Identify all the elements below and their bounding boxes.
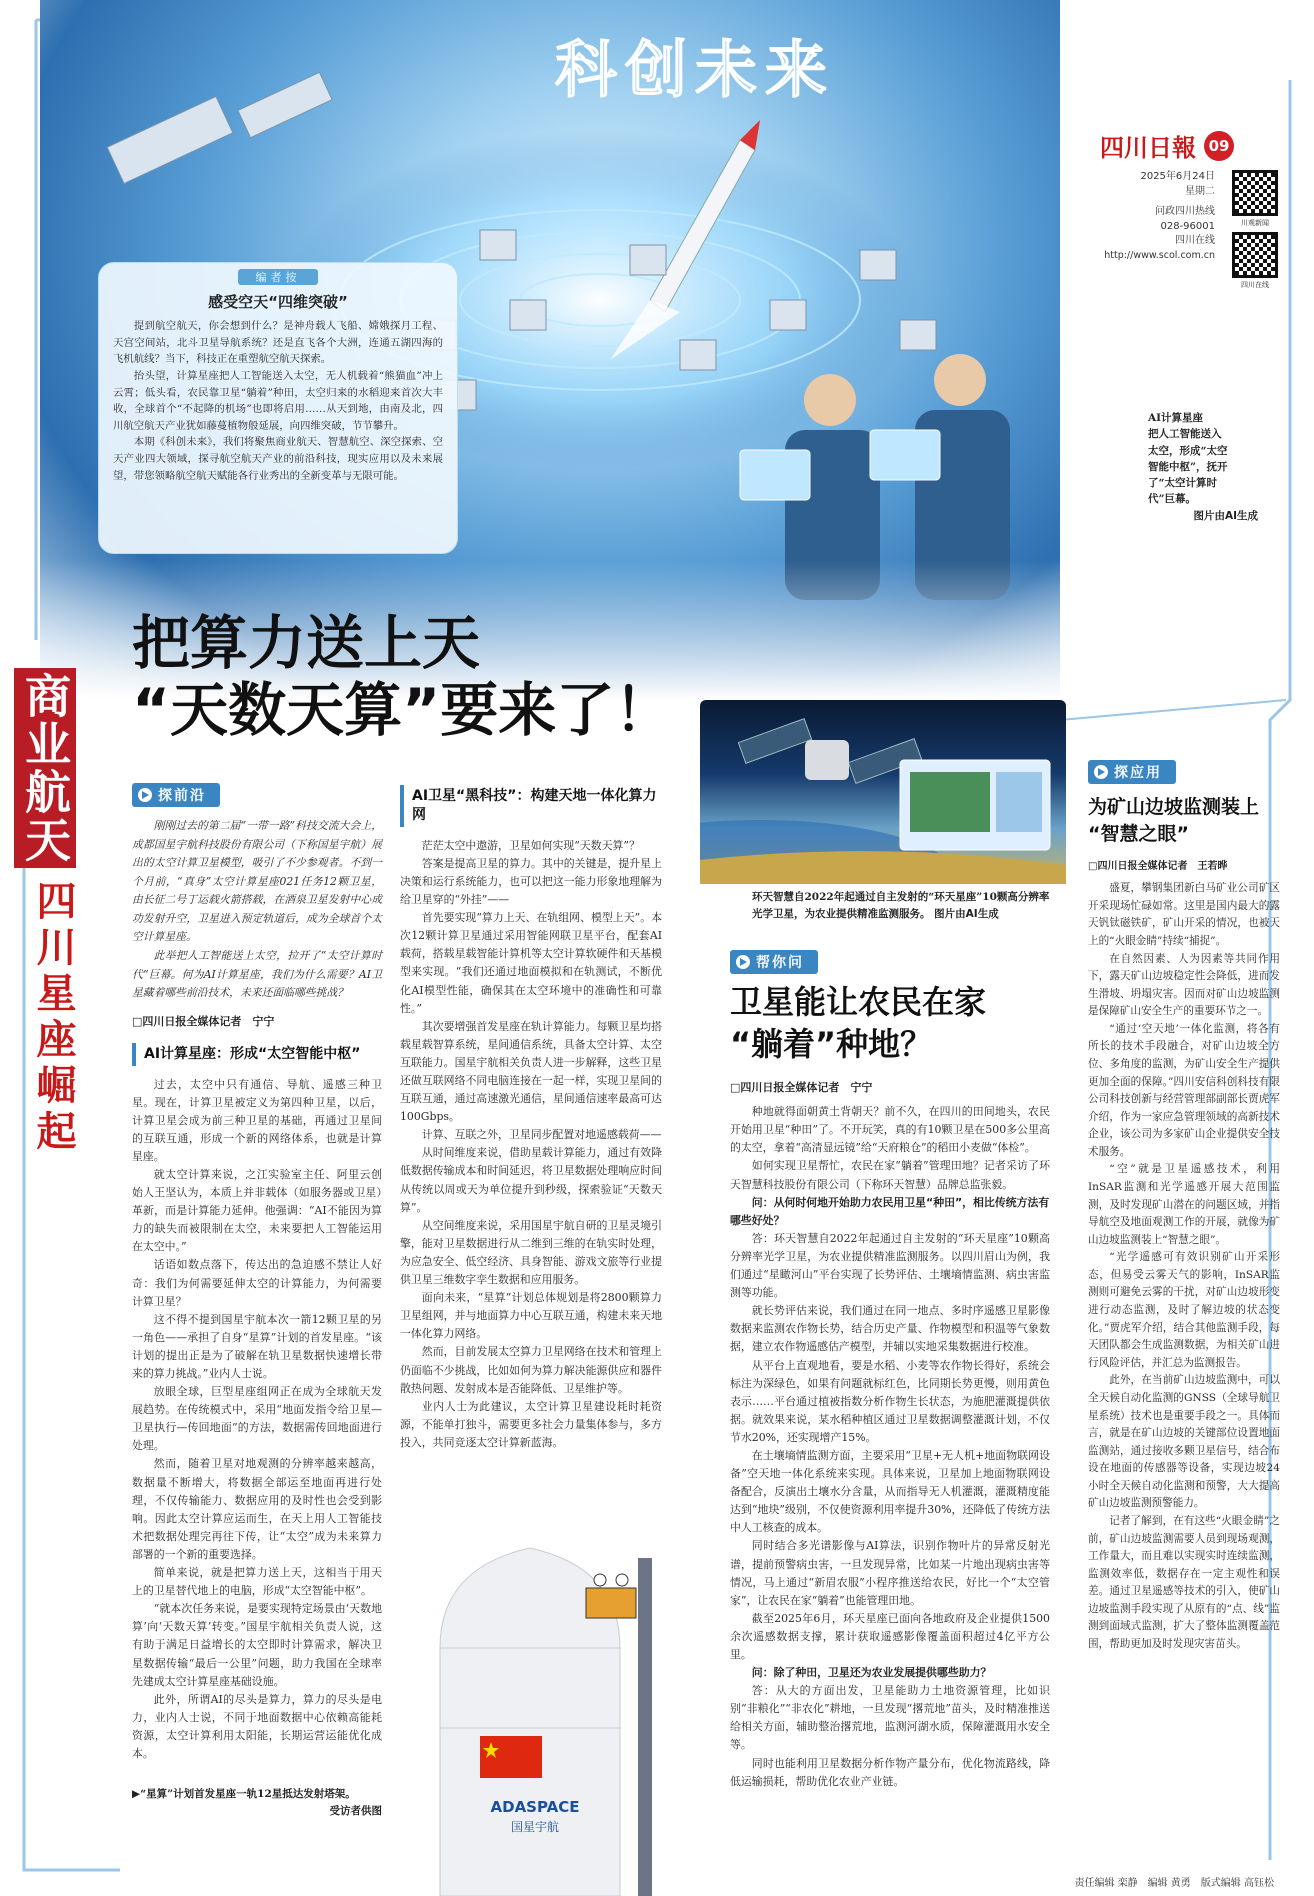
hero-caption [1148, 410, 1258, 524]
story1-para: 从空间维度来说，采用国星宇航自研的卫星灵境引擎，能对卫星数据进行从二维到三维的在轨实时处理，为应急安全、低空经济、具身智能、游戏文旅等行业提供卫星三维数字孪生数据和应用服务。 [400, 1218, 662, 1287]
satellite-farm-photo [700, 700, 1066, 884]
rocket-brand: ADASPACE [490, 1798, 580, 1816]
national-flag [480, 1736, 542, 1778]
hero-caption-line: 代”巨幕。 [1148, 493, 1197, 506]
site-url: http://www.scol.com.cn [1104, 249, 1215, 261]
hotline-number: 028-96001 [1160, 220, 1215, 232]
masthead [1100, 128, 1290, 163]
side-title-top-text: 商业航天 [18, 672, 72, 864]
story1-para: 话语如数点落下，传达出的急迫感不禁让人好奇：我们为何需要延伸太空的计算能力，为何需要计算卫星？ [132, 1258, 382, 1308]
side-title-bottom [28, 880, 78, 1156]
issue-date: 2025年6月24日 [1140, 171, 1215, 182]
qr-code-1[interactable] [1232, 170, 1278, 216]
main-headline [132, 610, 672, 743]
story2-title-line-1: 卫星能让农民在家 [730, 983, 987, 1021]
qr-caption-1: 川观新闻 [1241, 219, 1269, 227]
story2-title [730, 982, 1050, 1065]
story3-title-line-1: 为矿山边坡监测装上 [1088, 796, 1260, 818]
story1-para: 面向未来，“星算”计划总体规划是将2800颗算力卫星组网，并与地面算力中心互联互通，构建未来天地一体化算力网络。 [400, 1291, 662, 1341]
story1-para: 然而，目前发展太空算力卫星网络在技术和管理上仍面临不少挑战，比如如何为算力解决能源供应和器件散热问题、发射成本是否能降低、卫星维护等。 [400, 1345, 662, 1395]
story1-byline: □四川日报全媒体记者 宁宁 [132, 1014, 275, 1028]
story3-para: “光学遥感可有效识别矿山开采形态，但易受云雾天气的影响，InSAR监测则可避免云雾的干扰，对矿山边坡形变进行动态监测，及时了解边坡的状态变化。”贾虎军介绍，结合其他监测手段，每天团队都会生成监测数据，为相关矿山进行风险评估，并汇总为监测报告。 [1088, 1251, 1280, 1369]
story2-question-2: 问：除了种田，卫星还为农业发展提供哪些助力？ [751, 1666, 992, 1680]
story3-para: 此外，在当前矿山边坡监测中，可以全天候自动化监测的GNSS（全球导航卫星系统）技术也是重要手段之一。具体而言，就是在矿山边坡的关键部位设置地面监测站，通过接收多颗卫星信号，结合布设在地面的传感器等设备，实现边坡24小时全天候自动化监测和预警，大大提高矿山边坡监测预警能力。 [1088, 1374, 1280, 1510]
story1-para: 过去，太空中只有通信、导航、遥感三种卫星。现在，计算卫星被定义为第四种卫星，以后，计算卫星会成为前三种卫星的基础，再通过卫星间的互联互通，形成一个新的网络体系，也就是计算星座。 [132, 1077, 382, 1163]
tag-frontier-label: 探前沿 [158, 788, 206, 804]
story2-question-1: 问：从何时何地开始助力农民用卫星“种田”，相比传统方法有哪些好处？ [730, 1195, 1050, 1227]
tag-frontier [132, 783, 220, 807]
tag-application [1088, 760, 1176, 784]
tag-application-label: 探应用 [1114, 765, 1162, 781]
story2 [730, 950, 1050, 1791]
satellite-photo-caption [752, 889, 1052, 923]
story1-para: 其次要增强首发星座在轨计算能力。每颗卫星均搭载星载智算系统，星间通信系统，具备太空计算、太空互联能力。国星宇航相关负责人进一步解释，这些卫星还做互联网络不同电脑连接在一起一样，实现卫星间的互联互通，通过高速激光通信，星间通信速率最高可达100Gbps。 [400, 1019, 662, 1124]
site-label: 四川在线 [1175, 235, 1215, 246]
story1-lead: 刚刚过去的第二届“一带一路”科技交流大会上，成都国星宇航科技股份有限公司（下称国星宇航）展出的太空计算卫星模型，吸引了不少参观者。不到一个月前，“真身”太空计算星座021任务12颗卫星，由长征二号丁运载火箭搭载，在酒泉卫星发射中心成功发射升空，卫星进入预定轨道后，成为全球首个太空计算星座。 [132, 819, 382, 944]
story3-para: “通过‘空天地’一体化监测，将各有所长的技术手段融合，对矿山边坡全方位、多角度的监测，为矿山安全生产提供更加全面的保障。”四川安信科创科技有限公司科技创新与经营管理部副部长贾虎军介绍，作为一家应急管理领域的高新技术企业，该公司为多家矿山企业提供安全技术服务。 [1088, 1022, 1280, 1158]
story1-para: 此外，所谓AI的尽头是算力，算力的尽头是电力，业内人士说，不同于地面数据中心依赖高能耗资源，太空计算利用太阳能，长期运营运能优化成本。 [132, 1692, 382, 1760]
rocket-caption-credit: 受访者供图 [329, 1804, 382, 1817]
story1-para: 这不得不提到国星宇航本次一箭12颗卫星的另一角色——承担了自身“星算”计划的首发星座。“该计划的提出正是为了破解在轨卫星数据快速增长带来的算力挑战。”业内人士说。 [132, 1312, 382, 1381]
story3-para: 盛夏，攀钢集团新白马矿业公司矿区开采现场忙碌如常。这里是国内最大的露天钒钛磁铁矿，矿山开采的情况，也被天上的“火眼金睛”持续“捕捉”。 [1088, 882, 1280, 947]
hotline-label: 问政四川热线 [1155, 206, 1215, 217]
side-title-top [14, 668, 76, 868]
qr-code-2[interactable] [1232, 232, 1278, 278]
column-title: 科创未来 [555, 33, 836, 106]
story3-title-line-2: “智慧之眼” [1088, 822, 1189, 845]
editor-note-para: 本期《科创未来》，我们将聚焦商业航天、智慧航空、深空探索、空天产业四大领域，探寻航空航天产业的前沿科技，现实应用以及未来展望，带您领略航空航天赋能各行业秀出的全新变革与无限可能。 [113, 436, 443, 482]
editor-note-para: 提到航空航天，你会想到什么？是神舟载人飞船、嫦娥探月工程、天宫空间站，北斗卫星导航系统？还是直飞各个大洲，连通五湖四海的飞机航线？当下，科技正在重塑航空航天探索。 [113, 320, 443, 366]
hero-caption-line: AI计算星座 [1148, 412, 1204, 424]
issue-weekday: 星期二 [1185, 185, 1215, 197]
story1-col-a [132, 783, 382, 1763]
hero-caption-credit: 图片由AI生成 [1193, 509, 1258, 522]
story2-para: 种地就得面朝黄土背朝天？前不久，在四川的田间地头，农民开始用卫星“种田”了。不开玩笑，真的有10颗卫星在500多公里高的太空，拿着“高清显远镜”给“天府粮仓”的稻田小麦做“体检”。 [730, 1105, 1050, 1155]
hero-caption-line: 把人工智能送入 [1148, 428, 1222, 441]
rocket-photo-caption [132, 1786, 382, 1820]
footer-credits: 责任编辑 栾静 编辑 黄勇 版式编辑 高钰松 [1074, 1878, 1274, 1889]
story1-para: 从时间维度来说，借助星载计算能力，通过有效降低数据传输成本和时间延迟，将卫星数据处理响应时间从传统以周或天为单位提升到秒级，探索验证“天数天算”。 [400, 1146, 662, 1214]
story1-para: 放眼全球，巨型星座组网正在成为全球航天发展趋势。在传统模式中，采用“地面发指令给卫星—卫星执行—传回地面”的方法，数据需传回地面进行处理。 [132, 1385, 382, 1453]
satellite-farm-scene [700, 700, 1066, 884]
story1-para: 简单来说，就是把算力送上天，这相当于用天上的卫星替代地上的电脑，形成“太空智能中枢”。 [132, 1566, 382, 1598]
story1-lead: 此举把人工智能送上太空，拉开了“太空计算时代”巨幕。何为AI计算星座，我们为什么需要？AI卫星藏着哪些前沿技术，未来还面临哪些挑战？ [132, 948, 382, 1000]
satellite-caption-credit: 图片由AI生成 [934, 907, 999, 920]
editor-note-title: 感受空天“四维突破” [208, 293, 348, 311]
rocket-photo [400, 1528, 700, 1896]
masthead-info [1095, 170, 1215, 262]
story2-para: 如何实现卫星帮忙，农民在家“躺着”管理田地？记者采访了环天智慧科技股份有限公司（下称环天智慧）品牌总监张毅。 [730, 1159, 1050, 1191]
story2-answer: 答：从大的方面出发，卫星能助力土地资源管理，比如识别“非粮化”“非农化”耕地，一旦发现“撂荒地”苗头，及时精准推送给相关方面，辅助整治撂荒地，监测河湖水质，保障灌溉用水安全等。 [730, 1684, 1050, 1752]
story1-para: “就本次任务来说，是要实现特定场景由‘天数地算’向‘天数天算’转变。”国星宇航相关负责人说，这有助于满足日益增长的太空即时计算需求，解决卫星数据传输“最后一公里”问题，助力我国在全球率先建成太空计算星座基础设施。 [132, 1602, 382, 1688]
qr-caption-2: 四川在线 [1241, 281, 1269, 289]
page-number: 09 [1204, 131, 1234, 161]
story1-para: 然而，随着卫星对地观测的分辨率越来越高，数据量不断增大，将数据全部运至地面再进行处理，不仅传输能力、数据应用的及时性也会受到影响。因此太空计算应运而生，在天上用人工智能技术把数据处理完再往下传，让“太空”成为未来算力部署的一个新的重要选择。 [132, 1457, 382, 1561]
story1-para: 就太空计算来说，之江实验室主任、阿里云创始人王坚认为，本质上并非载体（如服务器或卫星）革新，而是计算能力延伸。他强调：“AI不能因为算力的缺失而被限制在太空，未来要把人工智能运用在太空中。” [132, 1167, 382, 1254]
story1-para: 业内人士为此建议，太空计算卫星建设耗时耗资源，不能单打独斗，需要更多社会力量集体参与，多方投入，共同竞逐太空计算新蓝海。 [400, 1399, 662, 1449]
tag-ask [730, 950, 818, 974]
paper-name: 四川日報 [1100, 133, 1196, 162]
story1-col-b [400, 773, 662, 1452]
rocket-caption-text: ▶“星算”计划首发星座一轨12星抵达发射塔架。 [132, 1788, 356, 1800]
story3 [1088, 760, 1280, 1654]
side-title-bottom-text: 四川星座崛起 [30, 880, 76, 1156]
headline-line-2: “天数天算”要来了！ [132, 675, 673, 744]
story2-answer: 答：环天智慧自2022年起通过自主发射的“环天星座”10颗高分辨率光学卫星，为农业提供精准监测服务。以四川眉山为例，我们通过“星瞰河山”平台实现了长势评估、土壤墒情监测、病虫害监测等功能。 [730, 1231, 1050, 1300]
headline-line-1: 把算力送上天 [132, 609, 481, 677]
hero-caption-line: 了“太空计算时 [1148, 477, 1218, 490]
story1-subhead-1: AI计算星座：形成“太空智能中枢” [132, 1043, 382, 1066]
story2-answer: 同时结合多光谱影像与AI算法，识别作物叶片的异常反射光谱，提前预警病虫害，一旦发现异常，比如某一片地出现病虫害等情况，马上通过“新眉农服”小程序推送给农民，好比一个“太空管家”，让农民在家“躺着”也能管理田地。 [730, 1539, 1050, 1607]
play-icon [138, 788, 152, 802]
story2-byline: □四川日报全媒体记者 宁宁 [730, 1081, 873, 1095]
play-icon [736, 955, 750, 969]
story2-answer: 就长势评估来说，我们通过在同一地点、多时序遥感卫星影像数据来监测农作物长势，结合历史产量、作物模型和积温等气象数据，建立农作物遥感估产模型，并辅以实地采集数据进行校准。 [730, 1304, 1050, 1354]
story2-answer: 截至2025年6月，环天星座已面向各地政府及企业提供1500余次遥感数据支撑，累计获取遥感影像覆盖面积超过4亿平方公里。 [730, 1611, 1050, 1661]
hero-caption-line: 智能中枢”，抚开 [1148, 460, 1228, 473]
story1-para: 首先要实现“算力上天、在轨组网、模型上天”。本次12颗计算卫星通过采用智能网联卫星平台，配套AI载荷，搭载星载智能计算机等太空计算软硬件和天基模型来实现。“我们还通过地面模拟和在轨测试，不断优化AI模型性能，确保其在太空环境中的准确性和可靠性。” [400, 911, 662, 1015]
story1-para: 答案是提高卫星的算力。其中的关键是，提升星上决策和运行系统能力，也可以把这一能力形象地理解为给卫星穿的“外挂”—— [400, 856, 662, 907]
story3-title [1088, 794, 1280, 847]
story2-answer: 同时也能利用卫星数据分析作物产量分布，优化物流路线，降低运输损耗，帮助优化农业产业链。 [730, 1756, 1050, 1788]
satellite-caption-text: 环天智慧自2022年起通过自主发射的“环天星座”10颗高分辨率光学卫星，为农业提供精准监测服务。 [752, 891, 1050, 920]
hero-caption-line: 太空，形成“太空 [1148, 444, 1228, 457]
story3-byline: □四川日报全媒体记者 王若晔 [1088, 861, 1228, 873]
rocket-photo-scene [400, 1528, 700, 1896]
story3-para: 记者了解到，在有这些“火眼金睛”之前，矿山边坡监测需要人员到现场观测，工作量大，而且难以实现实时连续监测，监测效率低，数据存在一定主观性和误差。通过卫星遥感等技术的引入，使矿山边坡监测手段实现了从原有的“点、线”监测到面域式监测，扩大了整体监测覆盖范围，帮助更加及时发现灾害苗头。 [1088, 1515, 1280, 1651]
tag-ask-label: 帮你问 [756, 955, 804, 971]
story1-para: 茫茫太空中遨游，卫星如何实现“天数天算”？ [421, 838, 640, 852]
story1-subhead-2: AI卫星“黑科技”：构建天地一体化算力网 [400, 785, 662, 827]
editor-note [98, 262, 458, 554]
story2-answer: 在土壤墒情监测方面，主要采用“卫星+无人机+地面物联网设备”空天地一体化系统来实现。具体来说，卫星加上地面物联网设备配合，反演出土壤水分含量，从而指导无人机灌溉，灌溉精度能达到“地块”级别，不仅使资源利用率提升30%，还降低了传统方法中人工核查的成本。 [730, 1448, 1050, 1535]
play-icon [1094, 765, 1108, 779]
editor-note-para: 抬头望，计算星座把人工智能送入太空，无人机载着“熊猫血”冲上云霄；低头看，农民靠卫星“躺着”种田，太空归来的水稻迎来首次大丰收，全球首个“不起降的机场”也即将启用……从天到地，由南及北，四川航空航天产业犹如藤蔓植物般延展，向四维突破，节节攀升。 [113, 369, 443, 432]
story3-para: 在自然因素、人为因素等共同作用下，露天矿山边坡稳定性会降低，进而发生滑坡、坍塌灾害。因而对矿山边坡监测是保障矿山安全生产的重要环节之一。 [1088, 952, 1280, 1018]
story3-para: “空”就是卫星遥感技术，利用InSAR监测和光学遥感开展大范围监测，及时发现矿山潜在的问题区域，并指导航空及地面观测工作的开展，就像为矿山边坡监测装上“智慧之眼”。 [1088, 1163, 1280, 1246]
story1-para: 计算、互联之外，卫星同步配置对地遥感载荷—— [421, 1128, 662, 1142]
story2-answer: 从平台上直观地看，要是水稻、小麦等农作物长得好，系统会标注为深绿色，如果有问题就标红色，比同期长势更慢，则用黄色表示……平台通过植被指数分析作物生长状态，为施肥灌溉提供依据。就效果来说，某水稻种植区通过卫星数据调整灌溉计划，不仅节水20%，还实现增产15%。 [730, 1358, 1050, 1444]
editor-note-label: 编者按 [238, 269, 318, 285]
rocket-brand-cn: 国星宇航 [510, 1820, 559, 1834]
story2-title-line-2: “躺着”种地？ [730, 1024, 933, 1063]
